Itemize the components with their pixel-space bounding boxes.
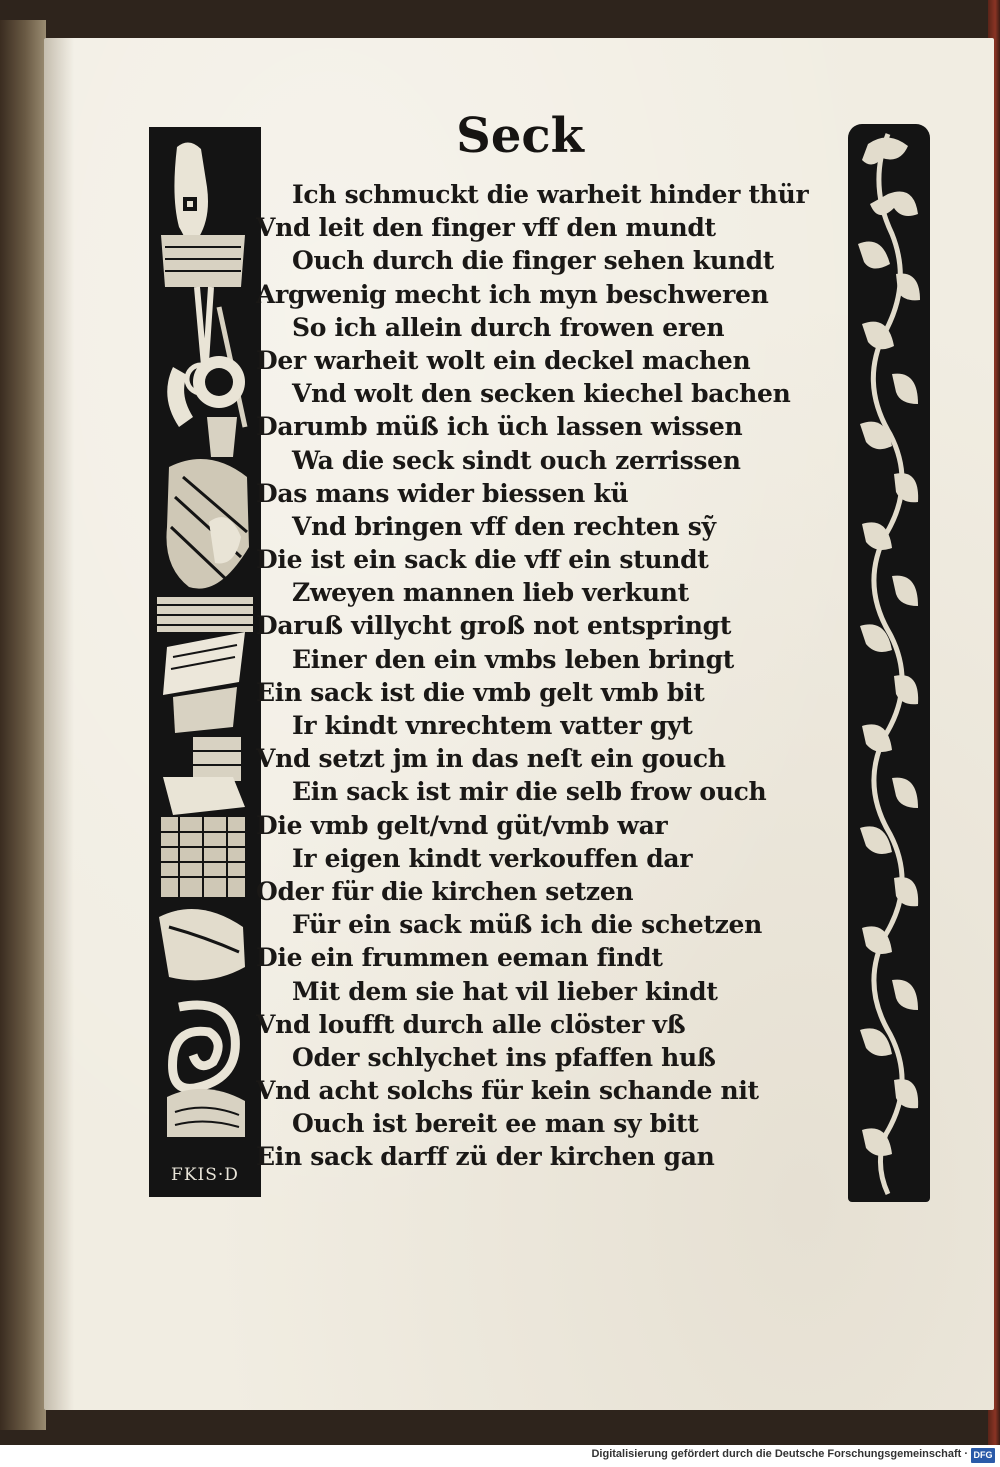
dfg-credit-text: Digitalisierung gefördert durch die Deutsche Forschungsgemeinschaft · [591,1448,968,1460]
foliage-border-icon [848,124,930,1202]
woodcut-signature: FKIS·D [171,1165,239,1185]
verse-line: Mit dem sie hat vil lieber kindt [292,976,718,1006]
verse-line: Vnd wolt den secken kiechel bachen [292,379,791,409]
verse-line: Oder schlychet ins pfaffen huß [292,1042,716,1072]
verse-line: Ir eigen kindt verkouffen dar [292,843,693,873]
verse-line: Ich schmuckt die warheit hinder thür [292,180,809,209]
verse-line: Ein sack ist die vmb gelt vmb bit [256,677,705,707]
verse-line: Daruß villycht groß not entspringt [256,611,732,641]
verse-line: Vnd setzt jm in das neſt ein gouch [256,744,726,774]
verse-line: So ich allein durch frowen eren [292,312,725,342]
verse-line: Vnd bringen vff den rechten sỹ [292,511,716,541]
verse-line: Die vmb gelt/vnd güt/vmb war [256,810,668,840]
verse-line: Argwenig mecht ich myn beschweren [256,279,769,309]
footer-bar [0,1445,1000,1467]
page-heading: Seck [456,108,584,164]
verse-line: Vnd leit den finger vff den mundt [256,213,716,243]
woodcut-illustration-icon [149,127,261,1197]
verse-line: Das mans wider biessen kü [256,478,629,508]
verse-line: Ein sack darff zü der kirchen gan [256,1142,715,1172]
page-gutter-shadow [44,38,74,1410]
verse-line: Ouch durch die finger sehen kundt [292,246,775,276]
dfg-logo-icon: DFG [971,1448,995,1463]
verse-line: Ir kindt vnrechtem vatter gyt [292,711,693,740]
verse-line: Vnd acht solchs für kein schande nit [256,1076,759,1106]
verse-line: Einer den ein vmbs leben bringt [292,644,735,674]
verse-line: Wa die seck sindt ouch zerrissen [292,445,741,475]
book-spine-edge [0,20,46,1430]
verse-line: Die ein frummen eeman findt [256,943,663,973]
verse-line: Oder für die kirchen setzen [256,876,634,906]
verse-line: Ouch ist bereit ee man sy bitt [292,1109,699,1139]
verse-line: Der warheit wolt ein deckel machen [256,345,751,375]
verse-line: Ein sack ist mir die selb frow ouch [292,777,767,807]
verse-line: Die ist ein sack die vff ein stundt [256,545,709,575]
verse-line: Zweyen mannen lieb verkunt [292,578,689,608]
verse-list [256,178,846,1174]
verse-line: Darumb müß ich üch lassen wissen [256,412,743,442]
verse-line: Für ein sack müß ich die schetzen [292,910,762,940]
verse-line: Vnd loufft durch alle clöster vß [256,1009,686,1039]
